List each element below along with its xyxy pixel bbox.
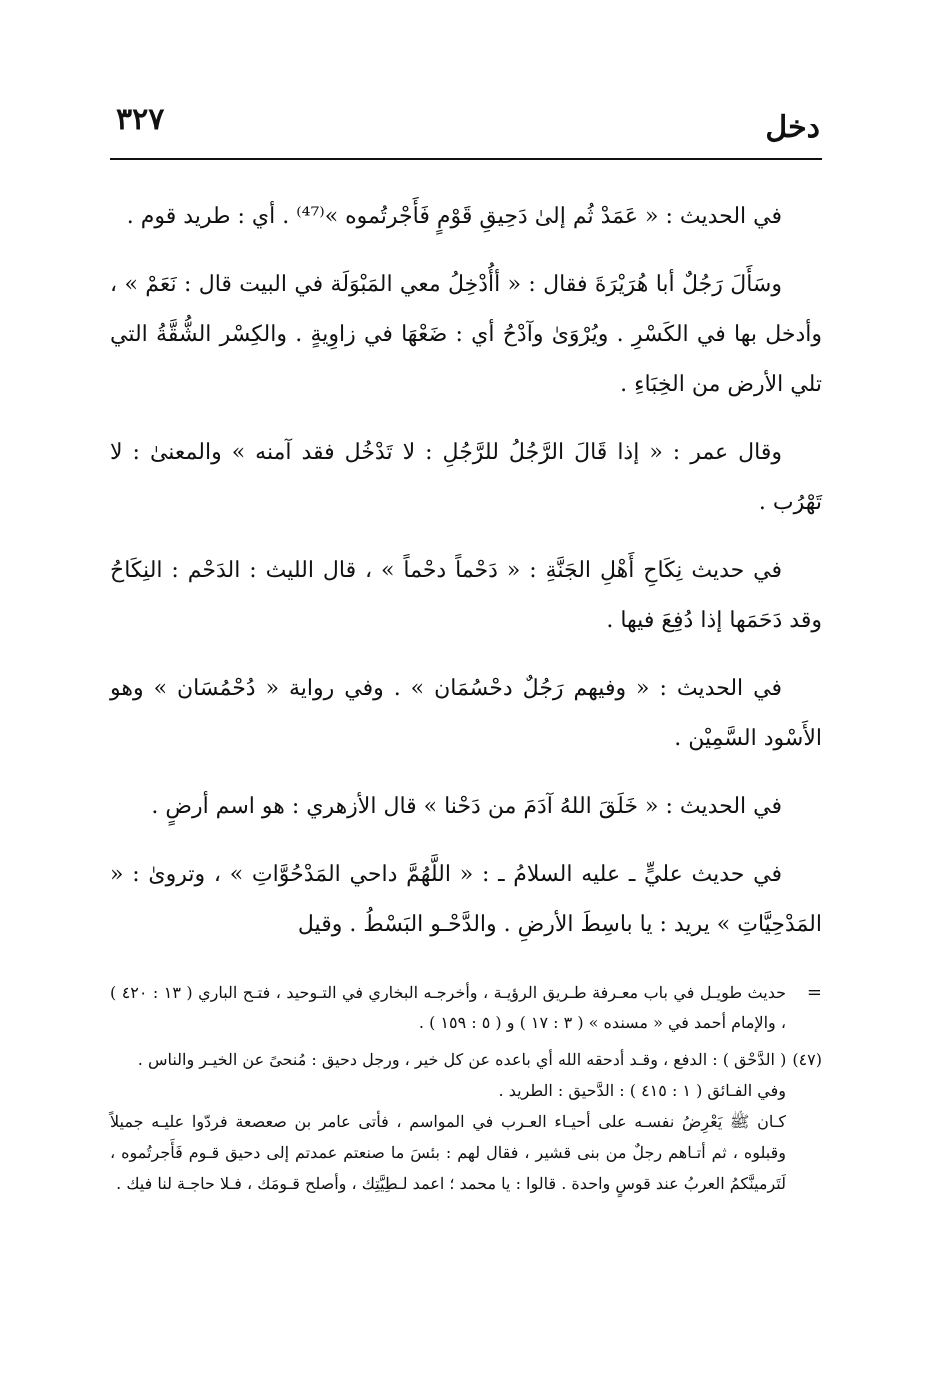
paragraph-dahsuman: في الحديث : « وفيهم رَجُلٌ دحْسُمَان » . وفي رواية « دُحْمُسَان » وهو الأَسْود السَّمِيْن .	[110, 676, 822, 751]
footnotes	[110, 978, 822, 1199]
paragraph-daheeq: في الحديث : « عَمَدْ ثُم إلىٰ دَحِيقِ قَوْمٍ فَأَجْرتُموه »⁽⁴⁷⁾ . أي : طريد قوم .	[126, 204, 782, 229]
paragraph-dahna: في الحديث : « خَلَقَ اللهُ آدَمَ من دَحْنا » قال الأزهري : هو اسم أرضٍ .	[151, 794, 782, 819]
running-head-title: دخل	[765, 110, 820, 145]
main-text	[110, 192, 822, 950]
page-header	[110, 96, 822, 154]
paragraph-abu-hurayra: وسَأَلَ رَجُلٌ أبا هُرَيْرَةَ فقال : « أأُدْخِلُ معي المَبْوَلَة في البيت قال : نَعَمْ » ، وأدخل بها في الكَسْرِ . ويُرْوَىٰ وآدْحُ أي : ضَعْهَا في زاوِيةٍ . والكِسْر الشُّقَّةُ التي تلي الأرض من الخِبَاءِ .	[110, 272, 822, 397]
paragraph-dahm: في حديث نِكَاحِ أَهْلِ الجَنَّةِ : « دَحْماً دحْماً » ، قال الليث : الدَحْم : النِكَاحُ وقد دَحَمَها إذا دُفِعَ فيها .	[110, 558, 822, 633]
footnote-continuation	[110, 978, 822, 1038]
continuation-text: حديث طويـل في باب معـرفة طـريق الرؤيـة ، وأخرجـه البخاري في التـوحيد ، فتـح الباري ( ١٣ : ٤٢٠ ) ، والإمام أحمد في « مسنده » ( ٣ : ١٧ ) و ( ٥ : ١٥٩ ) .	[110, 983, 786, 1032]
footnote-47	[110, 1044, 822, 1075]
header-divider	[110, 158, 822, 160]
book-page	[110, 96, 822, 1346]
footnote-text: ( الدَّحْق ) : الدفع ، وقـد أدحقه الله أي باعده عن كل خير ، ورجل دحيق : مُنحىً عن الخيـر والناس .	[137, 1050, 787, 1069]
paragraph-ali: في حديث عليٍّ ـ عليه السلامُ ـ : « اللَّهُمَّ داحي المَدْحُوَّاتِ » ، وتروىٰ : « المَدْحِيَّاتِ » يريد : يا باسِطَ الأرضِ . والدَّحْـو البَسْطُ . وقيل	[110, 862, 822, 937]
footnote-number: (٤٧)	[792, 1050, 822, 1069]
page-number: ٣٢٧	[116, 102, 165, 137]
footnote-line: كـان ﷺ يَعْرِضُ نفسـه على أحيـاء العـرب في المواسم ، فأتى عامر بن صعصعة فردّوا عليـه جميلاً وقبلوه ، ثم أتـاهم رجلٌ من بنى قشير ، فقال لهم : بئسَ ما صنعتم عمدتم إلى دحيق قـوم فَأَجرتُموه ، لَتَرمينَّكمُ العربُ عند قوسٍ واحدة . قالوا : يا محمد ؛ اعمد لـطِيَّتِك ، وأصلح قـومَك ، فـلا حاجـة لنا فيك .	[110, 1112, 786, 1193]
paragraph-umar: وقال عمر : « إذا قَالَ الرَّجُلُ للرَّجُلِ : لا تَدْخُل فقد آمنه » والمعنىٰ : لا تَهْرُب .	[110, 440, 822, 515]
continuation-marker: =	[806, 982, 822, 1003]
footnote-line: وفي الفـائق ( ١ : ٤١٥ ) : الدَّحيق : الطريد .	[498, 1081, 786, 1100]
